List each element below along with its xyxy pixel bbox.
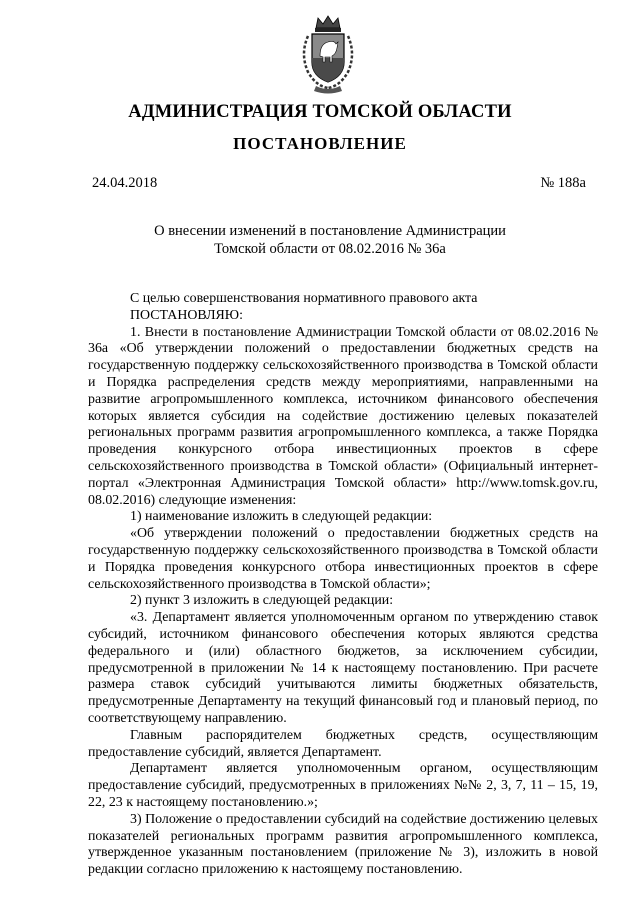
tomsk-coat-of-arms-icon (296, 14, 360, 94)
body-paragraph: 3) Положение о предоставлении субсидий на содействие достижению целевых показателей региональных программ развития агропромышленного комплекса, утвержденное указанным постановлением (приложение № 3), изложить в новой редакции согласно приложению к настоящему постановлению. (88, 811, 598, 878)
body-paragraph: 1. Внести в постановление Администрации Томской области от 08.02.2016 № 36а «Об утверждении положений о предоставлении бюджетных средств на государственную поддержку сельскохозяйственного производства в Томской области и Порядка распределения средств между мероприятиями, направленными на развитие агропромышленного комплекса, источником финансового обеспечения которых является субсидия на содействие достижению целевых показателей региональных программ развития агропромышленного комплекса, а также Порядка проведения конкурсного отбора инвестиционных проектов в сфере сельскохозяйственного производства в Томской области» (Официальный интернет-портал «Электронная Администрация Томской области» http://www.tomsk.gov.ru, 08.02.2016) следующие изменения: (88, 324, 598, 508)
body-paragraph: «3. Департамент является уполномоченным органом по утверждению ставок субсидий, источником финансового обеспечения которых являются средства федерального и (или) областного бюджетов, за исключением субсидии, предусмотренной в приложении № 14 к настоящему постановлению. При расчете размера ставок субсидий учитываются лимиты бюджетных обязательств, предусмотренные Департаменту на текущий финансовый год и плановый период, по соответствующему направлению. (88, 610, 598, 726)
document-subject (130, 222, 530, 258)
document-date: 24.04.2018 (92, 175, 158, 191)
subject-line: О внесении изменений в постановление Администрации (154, 223, 506, 239)
document-type: ПОСТАНОВЛЕНИЕ (233, 134, 407, 153)
body-paragraph: Главным распорядителем бюджетных средств, осуществляющим предоставление субсидий, является Департамент. (88, 727, 598, 760)
subject-line: Томской области от 08.02.2016 № 36а (214, 241, 446, 257)
body-paragraph: С целью совершенствования нормативного правового акта (130, 291, 478, 306)
body-paragraph: ПОСТАНОВЛЯЮ: (130, 307, 243, 323)
organization-title: АДМИНИСТРАЦИЯ ТОМСКОЙ ОБЛАСТИ (128, 102, 512, 122)
body-paragraph: 2) пункт 3 изложить в следующей редакции: (130, 593, 394, 609)
body-paragraph: Департамент является уполномоченным органом, осуществляющим предоставление субсидий, предусмотренных в приложениях №№ 2, 3, 7, 11 – 15, 19, 22, 23 к настоящему постановлению.»; (88, 761, 598, 810)
body-paragraph: «Об утверждении положений о предоставлении бюджетных средств на государственную поддержку сельскохозяйственного производства в Томской области и Порядка проведения конкурсного отбора инвестиционных проектов в сфере сельскохозяйственного производства в Томской области»; (88, 526, 598, 592)
document-number: № 188а (540, 175, 586, 191)
document-body (88, 291, 598, 879)
body-paragraph: 1) наименование изложить в следующей редакции: (130, 509, 433, 525)
